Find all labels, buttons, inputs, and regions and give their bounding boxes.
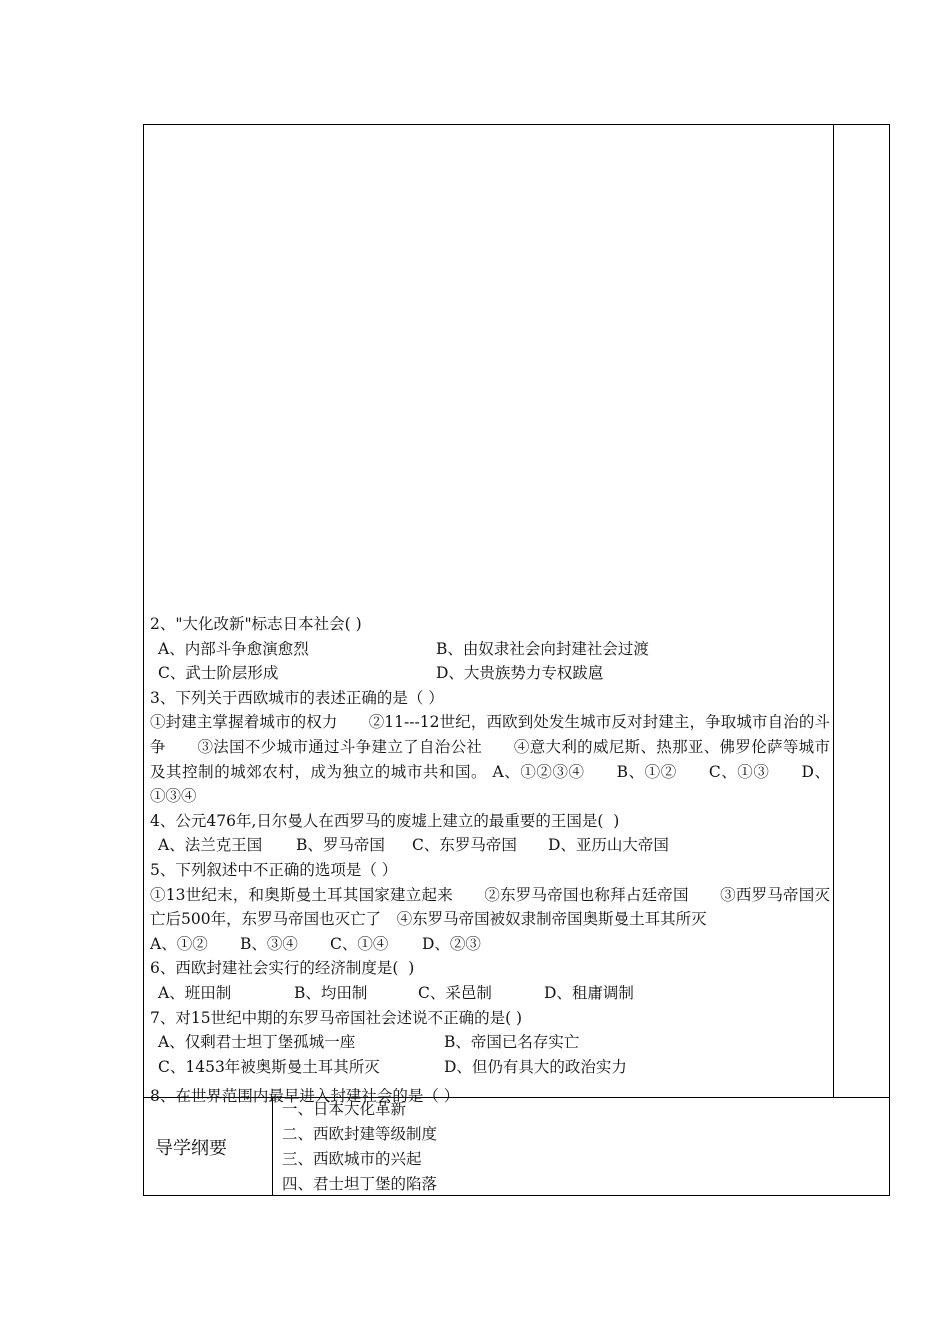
option: D、租庸调制 xyxy=(544,983,634,1002)
option: A、仅剩君士坦丁堡孤城一座 xyxy=(158,1033,356,1052)
option: B、由奴隶社会向封建社会过渡 xyxy=(436,639,649,658)
outline-item: 四、君士坦丁堡的陷落 xyxy=(282,1175,438,1193)
question-5-body: ①13世纪末，和奥斯曼土耳其国家建立起来 ②东罗马帝国也称拜占廷帝国 ③西罗马帝国灭亡后500年，东罗马帝国也灭亡了 ④东罗马帝国被奴隶制帝国奥斯曼土耳其所灭 xyxy=(150,885,830,929)
option: B、③④ xyxy=(240,934,298,953)
option-row xyxy=(150,1030,830,1055)
outline-item: 二、西欧封建等级制度 xyxy=(282,1125,438,1143)
option: A、内部斗争愈演愈烈 xyxy=(158,639,309,658)
option-row xyxy=(150,981,830,1006)
option: A、法兰克王国 xyxy=(158,836,263,855)
option: B、罗马帝国 xyxy=(296,836,385,855)
option: C、武士阶层形成 xyxy=(158,664,279,683)
right-column-divider xyxy=(833,124,834,1097)
option: C、采邑制 xyxy=(418,983,492,1002)
question-3-stem: 3、下列关于西欧城市的表述正确的是（ ） xyxy=(150,688,444,707)
option: D、②③ xyxy=(422,934,481,953)
option: B、均田制 xyxy=(294,983,368,1002)
option-row xyxy=(150,661,830,686)
question-6-stem: 6、西欧封建社会实行的经济制度是( ) xyxy=(150,959,415,978)
option: D、大贵族势力专权跋扈 xyxy=(436,664,604,683)
question-5-stem: 5、下列叙述中不正确的选项是（ ） xyxy=(150,860,398,879)
question-list xyxy=(150,612,830,1079)
outline-divider xyxy=(272,1097,273,1196)
option: A、①② xyxy=(150,934,208,953)
option-row xyxy=(150,833,830,858)
option: D、但仍有具大的政治实力 xyxy=(444,1057,627,1076)
option-row xyxy=(150,1055,830,1080)
option: A、班田制 xyxy=(158,983,232,1002)
outline-label: 导学纲要 xyxy=(155,1138,227,1159)
outline-item: 三、西欧城市的兴起 xyxy=(282,1150,422,1168)
option: D、亚历山大帝国 xyxy=(548,836,669,855)
option: C、1453年被奥斯曼土耳其所灭 xyxy=(158,1057,380,1076)
outline-list xyxy=(282,1097,437,1197)
option: C、①④ xyxy=(330,934,389,953)
outline-item: 一、日本大化革新 xyxy=(282,1100,407,1118)
question-4-stem: 4、公元476年,日尔曼人在西罗马的废墟上建立的最重要的王国是( ) xyxy=(150,811,620,830)
question-8-stem: 8、在世界范围内最早进入封建社会的是（ ） xyxy=(150,1087,460,1105)
option-row xyxy=(150,637,830,662)
question-3-body: ①封建主掌握着城市的权力 ②11---12世纪，西欧到处发生城市反对封建主，争取城市自治的斗争 ③法国不少城市通过斗争建立了自治公社 ④意大利的威尼斯、热那亚、佛罗伦萨等城市及其控制的城郊农村，成为独立的城市共和国。 A、①②③④ B、①② C、①③ D、①③④ xyxy=(150,713,830,806)
option-row xyxy=(150,932,830,957)
question-2-stem: 2、"大化改新"标志日本社会( ) xyxy=(150,615,362,633)
question-7-stem: 7、对15世纪中期的东罗马帝国社会述说不正确的是( ) xyxy=(150,1008,523,1027)
option: C、东罗马帝国 xyxy=(412,836,517,855)
option: B、帝国已名存实亡 xyxy=(444,1033,580,1052)
